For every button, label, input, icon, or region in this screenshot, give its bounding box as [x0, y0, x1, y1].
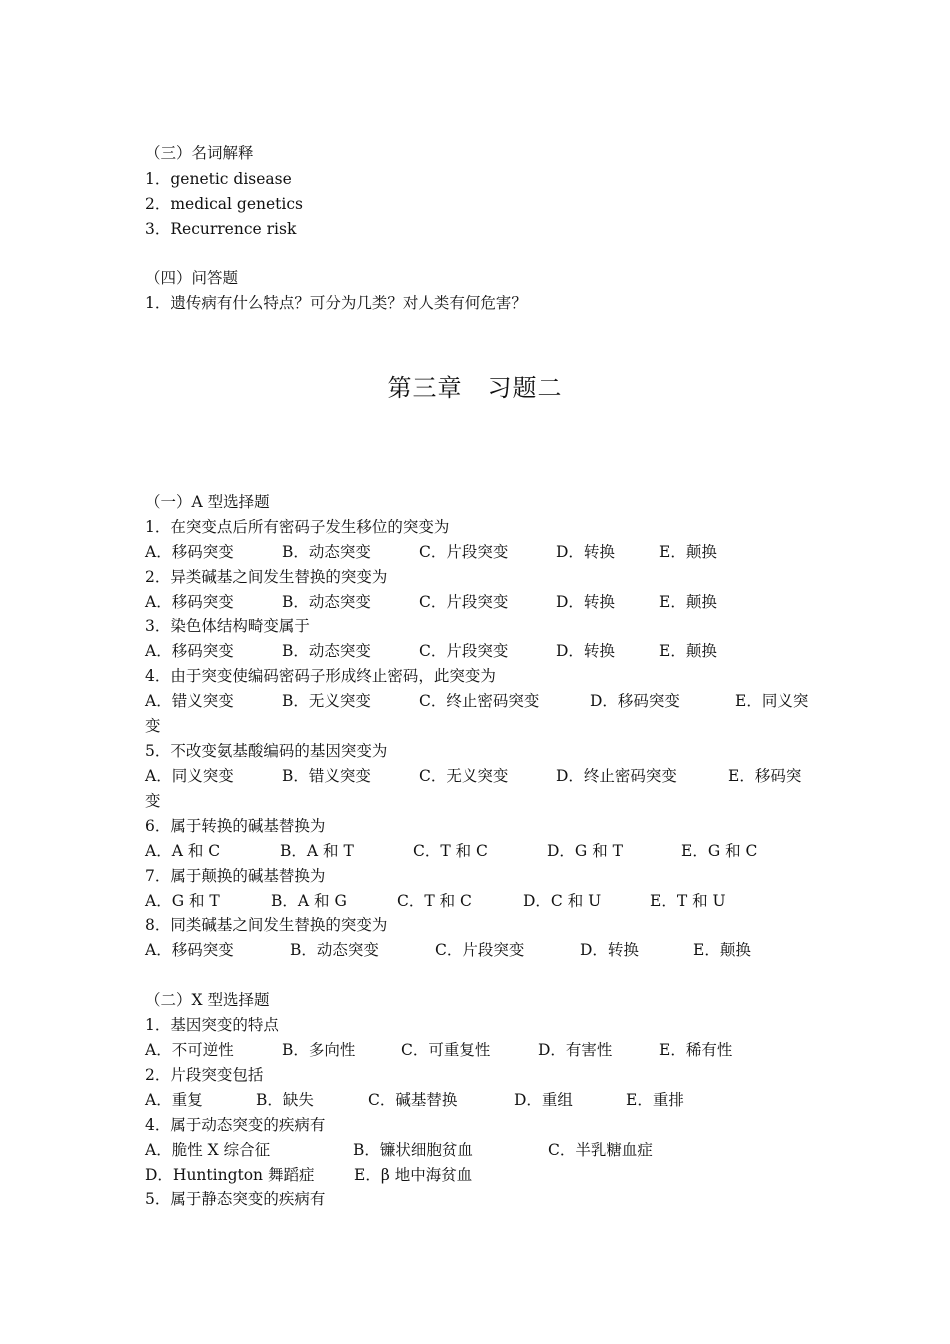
option: A．移码突变	[145, 593, 234, 611]
section-heading: （三）名词解释	[145, 144, 254, 162]
question-text: 1．基因突变的特点	[145, 1016, 279, 1034]
option: C．片段突变	[419, 543, 509, 561]
option: E．重排	[626, 1091, 684, 1109]
term-item: 2．medical genetics	[145, 195, 303, 213]
option: C．碱基替换	[368, 1091, 458, 1109]
options-row	[145, 592, 717, 612]
option: A．错义突变	[145, 692, 234, 710]
option: C．终止密码突变	[419, 692, 540, 710]
option: E．G 和 C	[681, 842, 758, 860]
option: E．颠换	[659, 593, 717, 611]
option: E．移码突	[728, 767, 802, 785]
question-text: 3．染色体结构畸变属于	[145, 617, 310, 635]
option: A．同义突变	[145, 767, 234, 785]
option: B．错义突变	[282, 767, 371, 785]
question-text: 8．同类碱基之间发生替换的突变为	[145, 916, 388, 934]
option: D．C 和 U	[523, 892, 602, 910]
question-text: 6．属于转换的碱基替换为	[145, 817, 326, 835]
option: D．终止密码突变	[556, 767, 677, 785]
question-text: 4．属于动态突变的疾病有	[145, 1116, 326, 1134]
term-item: 1．genetic disease	[145, 170, 292, 188]
option: A．不可逆性	[145, 1041, 234, 1059]
question-text: 5．不改变氨基酸编码的基因突变为	[145, 742, 388, 760]
option: D．转换	[580, 941, 639, 959]
option: D．转换	[556, 543, 615, 561]
option: E．稀有性	[659, 1041, 733, 1059]
option: D．转换	[556, 642, 615, 660]
options-row	[145, 1140, 653, 1160]
options-row	[145, 1090, 684, 1110]
question-text: 5．属于静态突变的疾病有	[145, 1190, 326, 1208]
chapter-title: 第三章 习题二	[387, 374, 563, 402]
section-heading: （四）问答题	[145, 269, 239, 287]
term-item: 3．Recurrence risk	[145, 220, 297, 238]
question-text: 2．片段突变包括	[145, 1066, 264, 1084]
option: A．脆性 X 综合征	[145, 1141, 271, 1159]
option: B．动态突变	[290, 941, 379, 959]
options-row	[145, 641, 717, 661]
option: C．无义突变	[419, 767, 509, 785]
option: D．有害性	[538, 1041, 613, 1059]
option: B．动态突变	[282, 642, 371, 660]
options-row	[145, 542, 717, 562]
option: A．重复	[145, 1091, 203, 1109]
option: B．A 和 G	[271, 892, 347, 910]
option: A．移码突变	[145, 543, 234, 561]
option: D．转换	[556, 593, 615, 611]
option: B．镰状细胞贫血	[353, 1141, 473, 1159]
option: C．片段突变	[419, 593, 509, 611]
options-row	[145, 891, 726, 911]
options-row	[145, 841, 757, 861]
option: E．颠换	[659, 543, 717, 561]
option: B．无义突变	[282, 692, 371, 710]
option: E．颠换	[659, 642, 717, 660]
option: B．A 和 T	[280, 842, 354, 860]
option: C．片段突变	[419, 642, 509, 660]
option: D．移码突变	[590, 692, 680, 710]
option: A．移码突变	[145, 941, 234, 959]
options-row	[145, 766, 801, 786]
option: A．G 和 T	[145, 892, 220, 910]
option: B．动态突变	[282, 593, 371, 611]
option-wrap: 变	[145, 792, 161, 810]
question-text: 2．异类碱基之间发生替换的突变为	[145, 568, 388, 586]
section-heading: （二）X 型选择题	[145, 991, 270, 1009]
option-wrap: 变	[145, 717, 161, 735]
options-row	[145, 691, 808, 711]
option: A．移码突变	[145, 642, 234, 660]
option: D．Huntington 舞蹈症	[145, 1166, 315, 1184]
options-row	[145, 940, 751, 960]
option: B．动态突变	[282, 543, 371, 561]
question-item: 1．遗传病有什么特点？可分为几类？对人类有何危害？	[145, 294, 527, 312]
option: C．T 和 C	[413, 842, 488, 860]
option: D．重组	[514, 1091, 573, 1109]
section-heading: （一）A 型选择题	[145, 493, 270, 511]
option: C．半乳糖血症	[548, 1141, 653, 1159]
option: C．T 和 C	[397, 892, 472, 910]
option: E．β 地中海贫血	[354, 1166, 473, 1184]
option: E．同义突	[735, 692, 809, 710]
option: A．A 和 C	[145, 842, 221, 860]
option: B．多向性	[282, 1041, 356, 1059]
option: B．缺失	[256, 1091, 314, 1109]
options-row	[145, 1040, 732, 1060]
option: E．T 和 U	[650, 892, 726, 910]
option: C．可重复性	[401, 1041, 491, 1059]
options-row	[145, 1165, 472, 1185]
option: E．颠换	[693, 941, 751, 959]
option: C．片段突变	[435, 941, 525, 959]
question-text: 1．在突变点后所有密码子发生移位的突变为	[145, 518, 450, 536]
question-text: 7．属于颠换的碱基替换为	[145, 867, 326, 885]
question-text: 4．由于突变使编码密码子形成终止密码，此突变为	[145, 667, 496, 685]
option: D．G 和 T	[547, 842, 624, 860]
